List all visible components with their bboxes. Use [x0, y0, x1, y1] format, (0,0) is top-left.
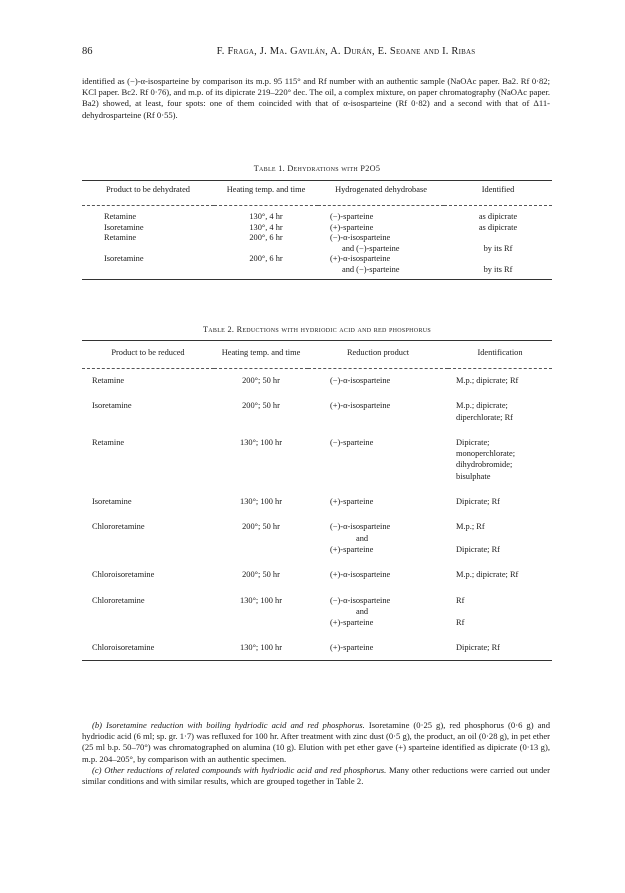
heating-cell: 130°, 4 hr — [249, 212, 283, 221]
reduction-cell — [308, 437, 448, 496]
identification-cell — [448, 595, 552, 643]
table1-row — [82, 206, 552, 223]
table1-header-cell: Product to be dehydrated — [106, 185, 190, 194]
base-line: (−)-α-isosparteine — [330, 233, 391, 242]
intro-text: identified as (−)-α-isosparteine by comparison its m.p. 95 115° and Rf number with an authentic sample (NaOAc paper. Ba2. Rf 0·82; KCl paper. Bc2. Rf 0·76), and m.p. of its dipicrate 219–220° dec. The oil, a complex mixture, on paper chromatography (NaOAc paper. Ba2) showed, at least, four spots: one of them coincided with that of α-isosparteine (Rf 0·82) and a second with that of Δ11-dehydrosparteine (Rf 0·55). — [82, 76, 550, 120]
closing-paragraphs — [82, 720, 550, 787]
identification-cell — [448, 496, 552, 521]
reduction-cell — [308, 496, 448, 521]
product-cell: Retamine — [104, 233, 137, 242]
reduction-and: and — [356, 533, 369, 543]
table1-row — [82, 223, 552, 234]
table2-header-cell: Reduction product — [346, 348, 410, 357]
base-line: (+)-α-isosparteine — [330, 254, 391, 263]
table1-header-cell: Heating temp. and time — [226, 185, 306, 194]
base-line: (−)-sparteine — [330, 212, 374, 221]
table2-row — [82, 437, 552, 496]
identification-line: Rf — [456, 618, 465, 628]
reduction-line: (+)-sparteine — [330, 618, 374, 628]
product-cell: Chloroisoretamine — [92, 570, 155, 580]
identified-line: as dipicrate — [478, 212, 518, 221]
paragraph-b-text: Isoretamine (0·25 g), red phosphorus (0·6 g) and hydriodic acid (6 ml; sp. gr. 1·7) was refluxed for 100 hr. After treatment with zinc dust (0·5 g), the product, an oil (0·28 g), in pet ether (25 ml b.p. 50–70°) was chromatographed on alumina (10 g). Elution with pet ether gave (+) sparteine identified as dipicrate (0·13 g), m.p. 204–205°, by comparison with an authentic specimen. — [82, 720, 550, 764]
identified-cell — [444, 223, 552, 234]
product-cell: Isoretamine — [104, 222, 144, 232]
table1-header — [82, 181, 552, 206]
identified-line: by its Rf — [483, 264, 513, 274]
identification-line: Dipicrate; Rf — [456, 643, 500, 653]
paragraph-c-text: Many other reductions were carried out under similar conditions and with similar results, which are grouped together in Table 2. — [82, 764, 550, 787]
identification-cell — [448, 642, 552, 660]
paragraph-c — [82, 765, 550, 787]
table2-row — [82, 496, 552, 521]
identification-line: bisulphate — [456, 471, 491, 481]
heating-cell: 200°; 50 hr — [242, 522, 280, 532]
intro-paragraph — [82, 76, 550, 121]
table2-row — [82, 521, 552, 569]
heating-cell: 200°, 6 hr — [249, 233, 283, 242]
identification-line: M.p.; dipicrate; Rf — [456, 376, 519, 385]
table2-row — [82, 400, 552, 437]
identification-line: M.p.; dipicrate; — [456, 401, 508, 411]
product-cell: Isoretamine — [92, 497, 132, 507]
reduction-line: (−)-α-isosparteine — [330, 522, 391, 532]
reduction-line: (+)-sparteine — [330, 544, 374, 554]
heating-cell: 130°; 100 hr — [240, 643, 282, 653]
product-cell: Isoretamine — [104, 254, 144, 263]
product-cell: Chloroisoretamine — [92, 643, 155, 653]
table2-body — [82, 369, 552, 661]
heating-cell: 130°; 100 hr — [240, 595, 282, 605]
heating-cell: 200°; 50 hr — [242, 401, 280, 411]
product-cell: Chlororetamine — [92, 595, 145, 605]
running-authors: F. Fraga, J. Ma. Gavilán, A. Durán, E. Seoane and I. Ribas — [216, 46, 476, 57]
reduction-line: (+)-α-isosparteine — [330, 570, 391, 580]
table2-row — [82, 595, 552, 643]
base-cell — [318, 206, 444, 223]
identification-cell — [448, 369, 552, 401]
table1-header-cell: Identified — [481, 185, 515, 194]
base-line: and (−)-sparteine — [342, 243, 400, 253]
table1-body — [82, 206, 552, 280]
heating-cell: 130°; 100 hr — [240, 497, 282, 507]
identified-line: by its Rf — [483, 243, 513, 253]
identification-cell — [448, 400, 552, 437]
reduction-line: (−)-sparteine — [330, 437, 374, 447]
table2-header-cell: Product to be reduced — [111, 348, 185, 357]
identification-cell — [448, 437, 552, 496]
table2-header — [82, 341, 552, 369]
reduction-cell — [308, 595, 448, 643]
identified-cell — [444, 206, 552, 223]
product-cell: Chlororetamine — [92, 522, 145, 532]
base-cell — [318, 254, 444, 280]
identification-line: Dipicrate; — [456, 437, 490, 447]
paragraph-c-label: (c) Other reductions of related compounds with hydriodic acid and red phosphorus. — [92, 764, 387, 775]
table1-header-cell: Hydrogenated dehydrobase — [335, 185, 427, 194]
heating-cell: 130°; 100 hr — [240, 437, 282, 447]
table2-row — [82, 369, 552, 401]
table1-row — [82, 233, 552, 254]
identification-line: M.p.; Rf — [456, 522, 485, 532]
base-cell — [318, 223, 444, 234]
reduction-line: (−)-α-isosparteine — [330, 376, 391, 385]
identification-line: M.p.; dipicrate; Rf — [456, 570, 519, 580]
heating-cell: 200°, 6 hr — [249, 254, 283, 263]
product-cell: Isoretamine — [92, 401, 132, 411]
identified-line: as dipicrate — [478, 222, 518, 232]
paragraph-b — [82, 720, 550, 765]
table2-caption: Table 2. Reductions with hydriodic acid and red phosphorus — [202, 325, 432, 334]
table2-row — [82, 642, 552, 660]
table2-row — [82, 569, 552, 594]
reduction-cell — [308, 521, 448, 569]
table2 — [82, 340, 552, 661]
product-cell: Retamine — [104, 212, 137, 221]
reduction-line: (+)-sparteine — [330, 643, 374, 653]
identification-line: Rf — [456, 595, 465, 605]
identification-line: dihydrobromide; — [456, 460, 513, 470]
reduction-cell — [308, 400, 448, 437]
identified-cell — [444, 233, 552, 254]
identified-cell — [444, 254, 552, 280]
table1-caption: Table 1. Dehydrations with P2O5 — [253, 164, 381, 173]
reduction-cell — [308, 569, 448, 594]
heating-cell: 200°; 50 hr — [242, 570, 280, 580]
page-number: 86 — [82, 46, 93, 57]
identification-line: monoperchlorate; — [456, 449, 516, 459]
table2-header-cell: Identification — [477, 348, 523, 357]
product-cell: Retamine — [92, 376, 125, 385]
table1-row — [82, 254, 552, 280]
base-line: (+)-sparteine — [330, 222, 374, 232]
reduction-line: (+)-sparteine — [330, 497, 374, 507]
table2-header-cell: Heating temp. and time — [221, 348, 301, 357]
reduction-line: (+)-α-isosparteine — [330, 401, 391, 411]
identification-line: diperchlorate; Rf — [456, 412, 513, 422]
identification-line: Dipicrate; Rf — [456, 544, 500, 554]
heating-cell: 130°, 4 hr — [249, 222, 283, 232]
reduction-and: and — [356, 606, 369, 616]
base-line: and (−)-sparteine — [342, 264, 400, 274]
heating-cell: 200°; 50 hr — [242, 376, 280, 385]
paragraph-b-label: (b) Isoretamine reduction with boiling hydriodic acid and red phosphorus. — [92, 720, 365, 730]
reduction-cell — [308, 369, 448, 401]
identification-cell — [448, 569, 552, 594]
reduction-line: (−)-α-isosparteine — [330, 595, 391, 605]
table1 — [82, 180, 552, 280]
product-cell: Retamine — [92, 437, 125, 447]
reduction-cell — [308, 642, 448, 660]
identification-line: Dipicrate; Rf — [456, 497, 500, 507]
identification-cell — [448, 521, 552, 569]
base-cell — [318, 233, 444, 254]
